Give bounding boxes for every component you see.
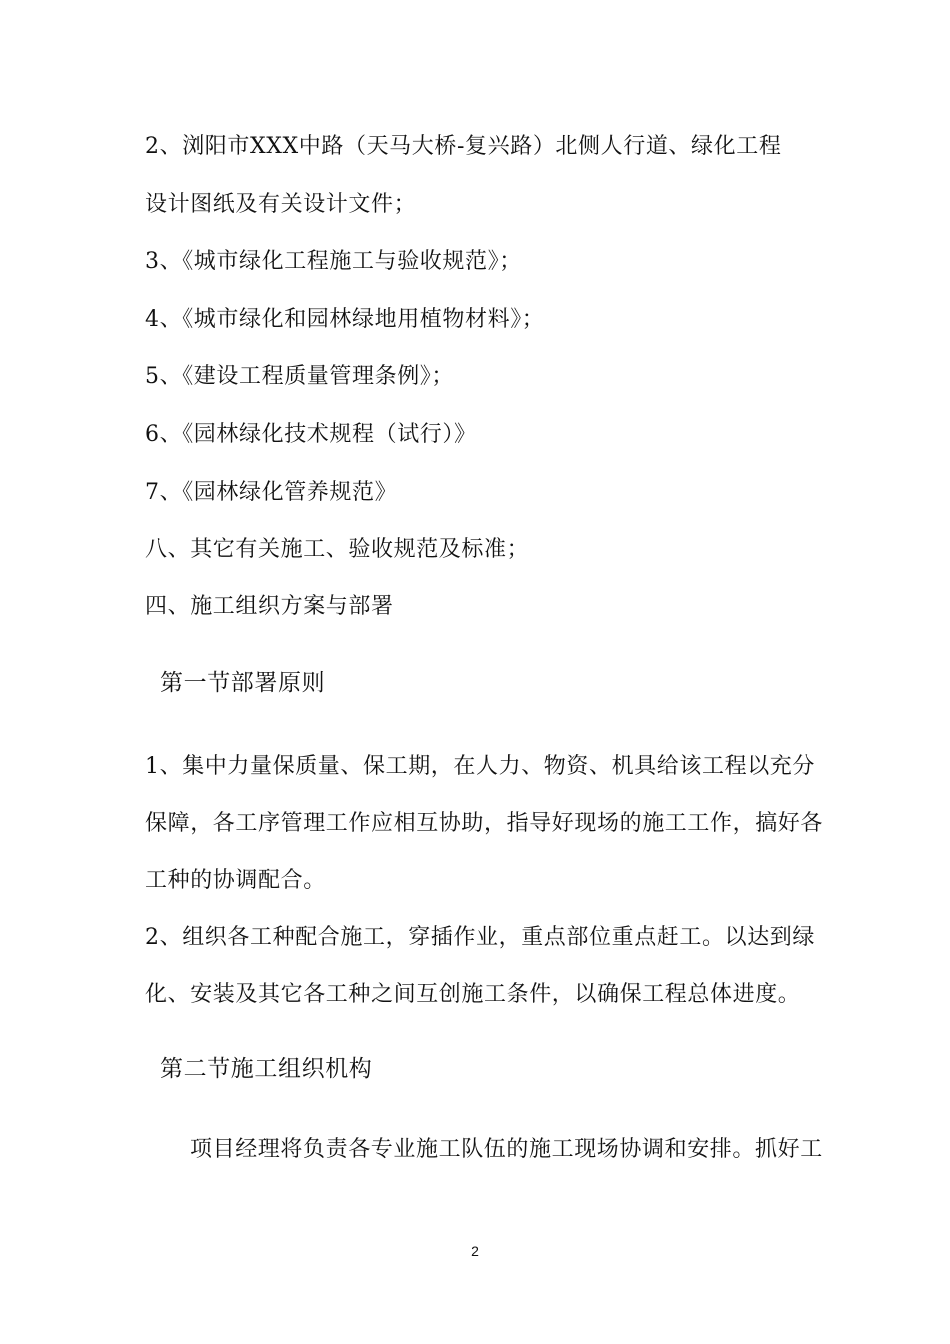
body-line: 保障，各工序管理工作应相互协助，指导好现场的施工工作，搞好各 — [145, 811, 824, 836]
body-line: 化、安装及其它各工种之间互创施工条件，以确保工程总体进度。 — [145, 982, 801, 1007]
body-line: 7、《园林绿化管养规范》 — [145, 480, 398, 505]
body-line: 6、《园林绿化技术规程（试行）》 — [145, 422, 477, 447]
body-line: 2、组织各工种配合施工，穿插作业，重点部位重点赶工。以达到绿 — [145, 925, 815, 950]
body-line: 4、《城市绿化和园林绿地用植物材料》； — [145, 307, 545, 332]
body-line: 3、《城市绿化工程施工与验收规范》； — [145, 249, 522, 274]
body-line: 5、《建设工程质量管理条例》； — [145, 364, 454, 389]
body-line: 1、集中力量保质量、保工期，在人力、物资、机具给该工程以充分 — [145, 754, 815, 779]
body-line: 2、浏阳市XXX中路（天马大桥-复兴路）北侧人行道、绿化工程 — [145, 134, 782, 159]
body-line: 设计图纸及有关设计文件； — [145, 192, 417, 217]
body-line: 八、其它有关施工、验收规范及标准； — [145, 537, 530, 562]
body-line: 四、施工组织方案与部署 — [145, 594, 394, 619]
section-heading: 第一节部署原则 — [160, 670, 326, 696]
section-heading: 第二节施工组织机构 — [160, 1056, 373, 1082]
body-line: 项目经理将负责各专业施工队伍的施工现场协调和安排。抓好工 — [190, 1137, 823, 1162]
page-number: 2 — [471, 1243, 479, 1259]
body-line: 工种的协调配合。 — [145, 868, 326, 893]
